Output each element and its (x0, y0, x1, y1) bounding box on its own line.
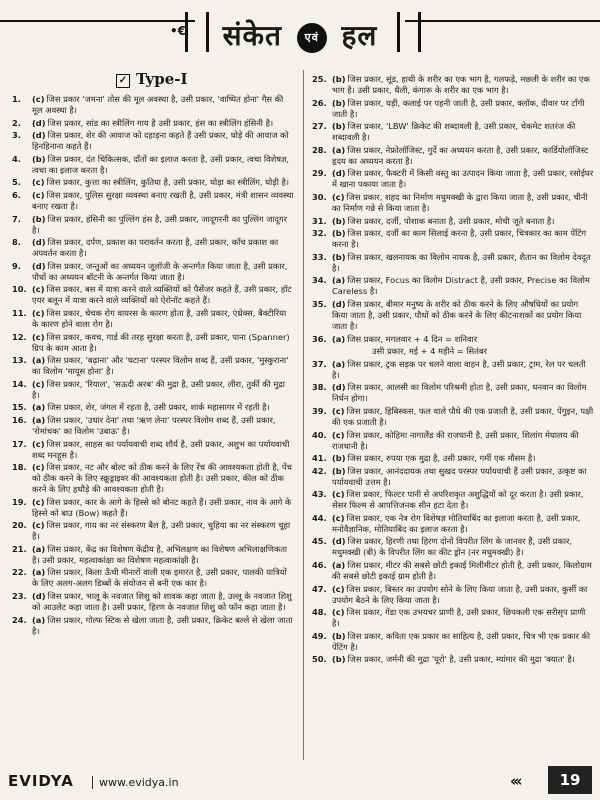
answer-text: जिस प्रकार, 'उधार देना' तथा 'ऋण लेना' परस्पर विलोम शब्द हैं, उसी प्रकार, 'रोमांचक' का विलोम 'उबाऊ' है। (32, 414, 276, 436)
answer-continuation: उसी प्रकार, मई + 4 महीने = सितंबर (372, 346, 487, 357)
answer-text: जिस प्रकार, शेर की आवाज को दहाड़ना कहते हैं उसी प्रकार, घोड़े की आवाज को हिनहिनाना कहते हैं। (32, 130, 289, 152)
answer-item (12, 567, 295, 589)
answer-option: (b) (332, 121, 346, 132)
answer-item (312, 252, 595, 274)
page-title (200, 14, 400, 58)
answer-number: 33. (312, 251, 327, 262)
answer-text: जिस प्रकार, आनंददायक तथा सुखद परस्पर पर्यायवाची हैं उसी प्रकार, उत्कृष्ट का पर्यायवाची उत्तम है। (332, 465, 587, 487)
answer-option: (c) (332, 489, 345, 500)
answer-item (312, 430, 595, 452)
column-divider (303, 70, 304, 760)
answer-item (312, 299, 595, 332)
answer-text: जिस प्रकार, 'LBW' क्रिकेट की शब्दावली है, उसी प्रकार, चेकमेट शतरंज की शब्दावली है। (332, 121, 576, 143)
answer-number: 34. (312, 275, 327, 286)
answer-text: जिस प्रकार 'जमना' तोस की मूल अवस्था है, उसी प्रकार, 'वाष्पित होना' गैस की मूल अवस्था है। (32, 94, 284, 115)
answer-item (312, 359, 595, 381)
answer-item (312, 584, 595, 606)
answer-number: 50. (312, 654, 327, 665)
answer-text: जिस प्रकार, हंसिनी का पुल्लिंग हंस है, उसी प्रकार, जादूगरनी का पुल्लिंग जादूगर है। (32, 213, 288, 235)
answer-text: जिस प्रकार, ट्रक सड़क पर चलने वाला वाहन है, उसी प्रकार, ट्राम, रेल पर चलती है। (332, 358, 586, 380)
answer-text: जिस प्रकार, दर्पण, प्रकाश का परावर्तन करता है, उसी प्रकार, काँच प्रकाश का अपवर्तन करता है। (32, 237, 279, 259)
brand-logo: EVIDYA (8, 772, 74, 790)
answer-number: 7. (12, 213, 21, 224)
answer-option: (b) (32, 213, 46, 224)
answer-text: जिस प्रकार, खलनायक का विलोम नायक है, उसी प्रकार, शैतान का विलोम देवदूत है। (332, 251, 591, 273)
answer-option: (d) (32, 591, 46, 602)
answer-item (312, 74, 595, 96)
answer-item (312, 536, 595, 558)
answer-text: जिस प्रकार, गाय का नर संस्करण बैल है, उसी प्रकार, चुहिया का नर संस्करण चूहा है। (32, 520, 291, 542)
answer-number: 13. (12, 355, 27, 366)
answer-item (312, 192, 595, 214)
answer-number: 11. (12, 307, 27, 318)
answer-item (312, 228, 595, 250)
answer-text: जिस प्रकार, नट और बोल्ट को ठीक करने के लिए रेंच की आवश्यकता होती है, पेंच को ठीक करने के लिए स्क्रूड्राइवर की आवश्यकता होती है। उसी प्रकार, कील को ठीक करने के लिए हथौड़े की आवश्यकता होती है। (32, 462, 292, 495)
answer-item (312, 560, 595, 582)
answer-option: (c) (32, 438, 45, 449)
answer-option: (b) (332, 654, 346, 665)
answer-number: 31. (312, 215, 327, 226)
answer-text: जिस प्रकार, आलसी का विलोम परिश्रमी होता है, उसी प्रकार, धनवान का विलोम निर्धन होगा। (332, 382, 587, 404)
answer-item (312, 466, 595, 488)
chevron-left-icon: ‹‹‹ (510, 772, 520, 790)
answer-option: (d) (32, 130, 46, 141)
answer-text: जिस प्रकार, पुलिस सुरक्षा व्यवस्था बनाए रखती है, उसी प्रकार, मंत्री शासन व्यवस्था बनाए रखता है। (32, 189, 294, 211)
answer-option: (c) (332, 512, 345, 523)
answer-item (312, 145, 595, 167)
answer-text: जिस प्रकार, घड़ी, कलाई पर पहनी जाती है, उसी प्रकार, क्लॉक, दीवार पर टाँगी जाती है। (332, 97, 585, 119)
answer-number: 8. (12, 237, 21, 248)
answer-text: जिस प्रकार, गेंडा एक उभयचर प्राणी है, उसी प्रकार, छिपकली एक सरीसृप प्राणी है। (332, 607, 586, 629)
answer-option: (c) (32, 177, 45, 188)
answer-option: (a) (32, 402, 46, 413)
answer-text: जिस प्रकार, हिबिस्कस, फल वाले पौधे की एक प्रजाती है, उसी प्रकार, पेंगुइन, पक्षी की एक प्रजाती है। (332, 405, 594, 427)
answer-option: (a) (332, 560, 346, 571)
answer-item (12, 308, 295, 330)
answer-number: 25. (312, 74, 327, 84)
answer-text: जिस प्रकार, नेफ्रोलॉजिस्ट, गुर्दे का अध्ययन करता है, उसी प्रकार, कार्डियोलॉजिस्ट हृदय का अध्ययन करता है। (332, 144, 589, 166)
answer-option: (c) (32, 378, 45, 389)
page-header (0, 0, 600, 70)
page-footer (0, 762, 600, 800)
answer-item (312, 489, 595, 511)
answer-number: 46. (312, 560, 327, 571)
answer-number: 39. (312, 405, 327, 416)
answer-option: (d) (332, 382, 346, 393)
answer-item (12, 615, 295, 637)
answer-number: 29. (312, 168, 327, 179)
answer-item (312, 406, 595, 428)
answer-option: (a) (332, 358, 346, 369)
answer-text: जिस प्रकार, 'बढ़ाना' और 'घटाना' परस्पर विलोम शब्द हैं, उसी प्रकार, 'मुस्कुराना' का विलोम 'मायूस होना' है। (32, 355, 289, 377)
answer-option: (a) (332, 144, 346, 155)
answer-text: जिस प्रकार, कार के आगे के हिस्से को बोनट कहते हैं। उसी प्रकार, नाव के आगे के हिस्से को बाउ (Bow) कहते हैं। (32, 496, 292, 518)
answer-text: जिस प्रकार, हिरणी तथा हिरण दोनों विपरीत लिंग के जानवर हैं, उसी प्रकार, मधुमक्खी (बी) के विपरीत लिंग का कीट ड्रोन (नर मधुमक्खी) है। (332, 536, 572, 558)
answer-number: 37. (312, 358, 327, 369)
answer-option: (c) (332, 405, 345, 416)
answer-number: 6. (12, 189, 21, 200)
answer-item (312, 98, 595, 120)
answer-item (312, 275, 595, 297)
checkbox-icon: ✓ (116, 74, 130, 88)
answer-number: 21. (12, 543, 27, 554)
answer-option: (d) (332, 168, 346, 179)
answer-text: जिस प्रकार, दंत चिकित्सक, दाँतों का इलाज करता है, उसी प्रकार, त्वचा विशेषज्ञ, त्वचा का इलाज करता है। (32, 153, 290, 175)
answer-text: जिस प्रकार, बीमार मनुष्य के शरीर को ठीक करने के लिए औषधियों का प्रयोग किया जाता है, उसी प्रकार, पौधों को ठीक करने के लिए कीटनाशकों का प्रयोग किया जाता है। (332, 298, 582, 331)
answer-number: 26. (312, 97, 327, 108)
answer-option: (d) (32, 237, 46, 248)
title-badge: एवं (297, 23, 327, 53)
page-number: 19 (548, 766, 592, 794)
answer-option: (c) (332, 191, 345, 202)
answer-list-right (312, 74, 595, 665)
answer-number: 1. (12, 94, 21, 104)
answer-item (312, 631, 595, 653)
answer-option: (b) (332, 465, 346, 476)
answer-number: 32. (312, 228, 327, 239)
answer-item (12, 261, 295, 283)
answer-text: जिस प्रकार, दर्जी, पोशाक बनाता है, उसी प्रकार, मोची जूते बनाता है। (347, 215, 555, 226)
answer-number: 48. (312, 607, 327, 618)
answer-text: जिस प्रकार, गोल्फ स्टिक से खेला जाता है, उसी प्रकार, क्रिकेट बल्ले से खेला जाता है। (32, 614, 293, 636)
answer-item (12, 130, 295, 152)
answer-item (12, 355, 295, 377)
answer-number: 42. (312, 465, 327, 476)
answer-option: (b) (332, 97, 346, 108)
answer-item (12, 284, 295, 306)
answer-item (312, 453, 595, 464)
answer-number: 40. (312, 429, 327, 440)
answer-option: (a) (32, 614, 46, 625)
answer-option: (a) (32, 567, 46, 578)
answer-text: जिस प्रकार, फिल्टर पानी से अपरिशकृत अशुद्धियों को दूर करता है। उसी प्रकार, सेंसर फिल्म से आपत्तिजनक सीन हटा देता है। (332, 489, 584, 511)
answer-item (12, 237, 295, 259)
answer-number: 19. (12, 496, 27, 507)
answer-item (12, 118, 295, 129)
answer-number: 2. (12, 117, 21, 128)
answer-text: जिस प्रकार, कविता एक प्रकार का साहित्य है, उसी प्रकार, चित्र भी एक प्रकार की पेंटिंग है। (332, 630, 591, 652)
answer-option: (b) (332, 453, 346, 464)
answer-text: जिस प्रकार, मीटर की सबसे छोटी इकाई मिलीमीटर होती है, उसी प्रकार, किलोग्राम की सबसे छोटी इकाई ग्राम होती है। (332, 560, 592, 582)
header-bar-right (397, 12, 421, 52)
answer-number: 45. (312, 536, 327, 547)
answer-text: जिस प्रकार, मगलवार + 4 दिन = शनिवार (347, 333, 478, 344)
header-top-mark: •€ (170, 24, 187, 38)
answer-item (12, 94, 295, 116)
answer-text: जिस प्रकार, बिस्तर का उपयोग सोने के लिए किया जाता है, उसी प्रकार, कुर्सी का उपयोग बैठने के लिए किया जाता है। (332, 583, 588, 605)
header-rule-right (405, 20, 600, 22)
answer-text: जिस प्रकार, रुपया एक मुद्रा है, उसी प्रकार, गर्मी एक मौसम है। (347, 453, 536, 464)
answer-item (12, 520, 295, 542)
answer-number: 28. (312, 144, 327, 155)
answer-option: (c) (332, 583, 345, 594)
answer-item (312, 513, 595, 535)
answer-option: (c) (32, 520, 45, 531)
answer-text: जिस प्रकार, बस में यात्रा करने वाले व्यक्तियों को पैसेंजर कहते हैं, उसी प्रकार, हॉट एयर बलून में यात्रा करने वाले व्यक्तियों को ऐरोनॉट कहते हैं। (32, 284, 292, 306)
answer-item (312, 168, 595, 190)
answer-number: 44. (312, 512, 327, 523)
answer-number: 5. (12, 177, 21, 188)
answer-number: 20. (12, 520, 27, 531)
section-title-text: Type-I (136, 70, 188, 88)
answer-text: जिस प्रकार, जन्तुओं का अध्ययन जूलॉजी के अन्तर्गत किया जाता है, उसी प्रकार, पौधों का अध्ययन बॉटनी के अन्तर्गत किया जाता है। (32, 260, 288, 282)
answer-item (12, 214, 295, 236)
answer-item (312, 654, 595, 665)
title-right: हल (341, 19, 378, 52)
answer-number: 38. (312, 382, 327, 393)
answer-option: (a) (332, 275, 346, 286)
answer-option: (b) (332, 630, 346, 641)
answer-number: 14. (12, 378, 27, 389)
answer-option: (b) (332, 74, 346, 84)
answer-item (12, 591, 295, 613)
footer-url: www.evidya.in (92, 776, 179, 789)
left-column (12, 68, 295, 638)
answer-number: 30. (312, 191, 327, 202)
answer-text: जिस प्रकार, सूंड, हाथी के शरीर का एक भाग है, गलफड़े, मछली के शरीर का एक भाग है। उसी प्रकार, थैली, कंगारू के शरीर का एक भाग है। (332, 74, 590, 95)
answer-number: 16. (12, 414, 27, 425)
answer-item (312, 382, 595, 404)
answer-number: 15. (12, 402, 27, 413)
answer-text: जिस प्रकार, कवच, गार्ड की तरह सुरक्षा करता है, उसी प्रकार, पाना (Spanner) ग्रिप के काम आता है। (32, 331, 290, 353)
answer-option: (a) (32, 355, 46, 366)
answer-number: 43. (312, 489, 327, 500)
answer-option: (a) (32, 543, 46, 554)
answer-item (12, 154, 295, 176)
answer-number: 27. (312, 121, 327, 132)
answer-number: 9. (12, 260, 21, 271)
answer-item (12, 462, 295, 495)
answer-item (12, 177, 295, 188)
answer-number: 23. (12, 591, 27, 602)
answer-option: (d) (32, 117, 46, 128)
answer-number: 10. (12, 284, 27, 295)
answer-option: (c) (32, 462, 45, 473)
answer-text: जिस प्रकार, Focus का विलोम Distract है, उसी प्रकार, Precise का विलोम Careless है। (332, 275, 590, 297)
answer-text: जिस प्रकार, शेर, जंगल में रहता है, उसी प्रकार, शार्क महासागर में रहती है। (47, 402, 270, 413)
answer-item (312, 216, 595, 227)
answer-text: जिस प्रकार, किला ऊँची मीनारों वाली एक इमारत है, उसी प्रकार, पालकी यात्रियों के लिए अलग-अलग डिब्बों के संयोजन से बनी एक कार है। (32, 567, 287, 589)
answer-item (12, 190, 295, 212)
answer-text: जिस प्रकार, केंद्र का विशेषण केंद्रीय है, अभिलक्षण का विशेषण अभिलाक्षणिकता है। उसी प्रकार, महत्वाकांक्षा का विशेषण महत्वाकांक्षी है। (32, 543, 288, 565)
answer-item (12, 497, 295, 519)
answer-item (12, 402, 295, 413)
answer-option: (c) (332, 607, 345, 618)
answer-number: 18. (12, 462, 27, 473)
answer-number: 12. (12, 331, 27, 342)
answer-option: (b) (332, 228, 346, 239)
section-title (116, 70, 295, 88)
answer-option: (b) (332, 215, 346, 226)
answer-number: 4. (12, 153, 21, 164)
answer-option: (d) (332, 298, 346, 309)
header-rule-left (0, 20, 195, 22)
answer-option: (c) (32, 284, 45, 295)
answer-option: (a) (32, 414, 46, 425)
answer-item (12, 415, 295, 437)
answer-text: जिस प्रकार, भालू के नवजात शिशु को शावक कहा जाता है, उल्लू के नवजात शिशु को आउलेट कहा जाता है। उसी प्रकार, हिरण के नवजात शिशु को फॉन कहा जाता है। (32, 591, 292, 613)
answer-number: 36. (312, 333, 327, 344)
answer-text: जिस प्रकार, शहद का निर्माण मधुमक्खी के द्वारा किया जाता है, उसी प्रकार, चीनी का निर्माण गन्ने से किया जाता है। (332, 191, 588, 213)
answer-text: जिस प्रकार, जर्मनी की मुद्रा 'यूरो' है, उसी प्रकार, म्यांमार की मुद्रा 'क्यात' है। (347, 654, 575, 665)
answer-item (12, 379, 295, 401)
answer-text: जिस प्रकार, सांड का स्त्रीलिंग गाय है उसी प्रकार, हंस का स्त्रीलिंग हंसिनी है। (47, 117, 274, 128)
answer-item (12, 439, 295, 461)
answer-item (12, 544, 295, 566)
answer-text: जिस प्रकार, एक नेत्र रोग विशेषज्ञ मोतियाबिंद का इलाजा करता है, उसी प्रकार, मनोवैज्ञानिक, मोतियाबिंद का इलाज करता है। (332, 512, 581, 534)
answer-number: 22. (12, 567, 27, 578)
answer-number: 35. (312, 298, 327, 309)
title-left: संकेत (222, 19, 283, 52)
answer-number: 49. (312, 630, 327, 641)
answer-item (312, 607, 595, 629)
answer-item (12, 332, 295, 354)
answer-number: 17. (12, 438, 27, 449)
answer-option: (c) (32, 189, 45, 200)
answer-text: जिस प्रकार, कुत्ता का स्त्रीलिंग, कुतिया है, उसी प्रकार, घोड़ा का स्त्रीलिंग, घोड़ी है। (46, 177, 290, 188)
answer-text: जिस प्रकार, साहस का पर्यायवाची शब्द शौर्य है, उसी प्रकार, अशुभ का पर्यायवाची शब्द मनहूस है। (32, 438, 290, 460)
answer-option: (d) (32, 260, 46, 271)
answer-option: (c) (32, 331, 45, 342)
answer-list-left (12, 94, 295, 637)
answer-text: जिस प्रकार, दर्जी का काम सिलाई करना है, उसी प्रकार, चित्रकार का काम पेंटिंग करना है। (332, 228, 587, 250)
answer-option: (d) (332, 536, 346, 547)
answer-option: (b) (32, 153, 46, 164)
answer-option: (c) (32, 94, 45, 104)
answer-number: 24. (12, 614, 27, 625)
answer-option: (c) (332, 429, 345, 440)
right-column (312, 74, 595, 667)
answer-number: 3. (12, 130, 21, 141)
answer-text: जिस प्रकार, कोहिमा नागालैंड की राजधानी है, उसी प्रकार, शिलांग मेघालय की राजधानी है। (332, 429, 579, 451)
answer-item (312, 334, 595, 345)
answer-item (312, 121, 595, 143)
answer-option: (b) (332, 251, 346, 262)
answer-number: 47. (312, 583, 327, 594)
answer-option: (c) (32, 496, 45, 507)
answer-text: जिस प्रकार, फैक्टरी में किसी वस्तु का उत्पादन किया जाता है, उसी प्रकार, रसोईघर में खाना पकाया जाता है। (332, 168, 594, 190)
answer-text: जिस प्रकार, चेचक रोग वायरस के कारण होता है, उसी प्रकार, एंथ्रेक्स, बैक्टीरिया के कारण होने वाला रोग है। (32, 307, 287, 329)
answer-text: जिस प्रकार, 'रियाल', 'सऊदी अरब' की मुद्रा है, उसी प्रकार, लीरा, तुर्की की मुद्रा है। (32, 378, 285, 400)
answer-option: (c) (32, 307, 45, 318)
answer-option: (a) (332, 333, 346, 344)
answer-number: 41. (312, 453, 327, 464)
